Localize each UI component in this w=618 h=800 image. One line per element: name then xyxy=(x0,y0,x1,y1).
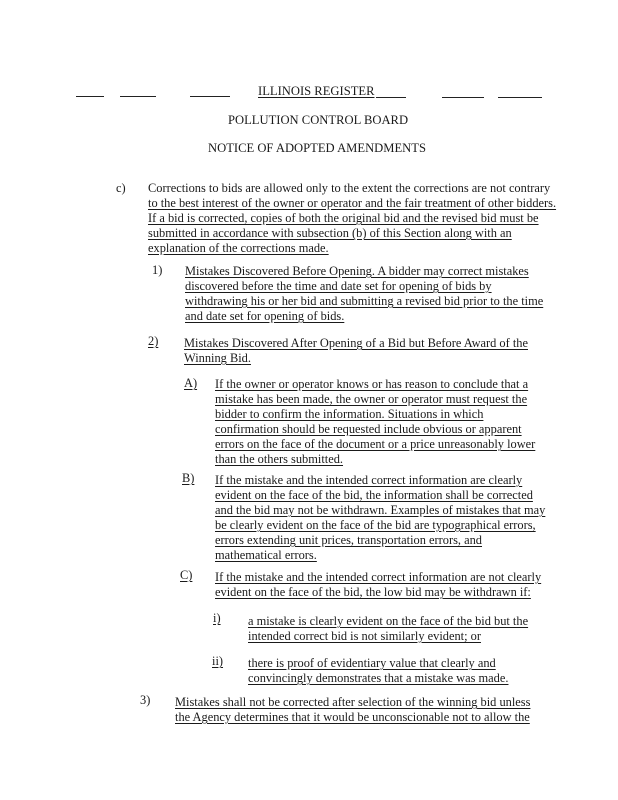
item-1-text xyxy=(185,264,543,324)
item-a-line: mistake has been made, the owner or operator must request the xyxy=(215,392,528,406)
header-rule-6 xyxy=(498,97,542,98)
item-b-label: B) xyxy=(182,471,195,485)
item-3-label: 3) xyxy=(140,693,151,707)
item-3-text xyxy=(175,695,530,725)
item-1-line: discovered before the time and date set for opening of bids by xyxy=(185,279,492,293)
item-ii-line: convincingly demonstrates that a mistake was made. xyxy=(248,671,509,685)
item-1-line: withdrawing his or her bid and submitting a revised bid prior to the time xyxy=(185,294,544,308)
item-a-line: bidder to confirm the information. Situations in which xyxy=(215,407,484,421)
item-a-line: than the others submitted. xyxy=(215,452,344,466)
header-rule-5 xyxy=(442,97,484,98)
item-a-text xyxy=(215,377,535,467)
item-a-label: A) xyxy=(184,376,198,390)
item-1-line: Mistakes Discovered Before Opening. A bidder may correct mistakes xyxy=(185,264,529,278)
item-b-line: errors extending unit prices, transportation errors, and xyxy=(215,533,483,547)
item-c-text xyxy=(215,570,541,600)
item-1-label: 1) xyxy=(152,263,163,277)
item-i-line: a mistake is clearly evident on the face of the bid but the xyxy=(248,614,529,628)
section-c-text xyxy=(148,181,556,256)
item-b-line: be clearly evident on the face of the bid are typographical errors, xyxy=(215,518,536,532)
section-c-line: submitted in accordance with subsection (b) of this Section along with an xyxy=(148,226,512,240)
header-rule-2 xyxy=(120,96,156,97)
section-c-line: If a bid is corrected, copies of both the original bid and the revised bid must be xyxy=(148,211,539,225)
notice-title: NOTICE OF ADOPTED AMENDMENTS xyxy=(208,141,426,155)
board-title: POLLUTION CONTROL BOARD xyxy=(228,113,409,127)
item-b-line: If the mistake and the intended correct information are clearly xyxy=(215,473,523,487)
item-b-line: and the bid may not be withdrawn. Examples of mistakes that may xyxy=(215,503,546,517)
item-a-line: confirmation should be requested include obvious or apparent xyxy=(215,422,522,436)
item-2-label: 2) xyxy=(148,334,159,348)
item-3-line: Mistakes shall not be corrected after selection of the winning bid unless xyxy=(175,695,531,709)
section-c-label: c) xyxy=(116,181,126,195)
section-c-line: to the best interest of the owner or operator and the fair treatment of other bidders. xyxy=(148,196,557,210)
item-b-line: mathematical errors. xyxy=(215,548,317,562)
item-2-line: Mistakes Discovered After Opening of a Bid but Before Award of the xyxy=(184,336,528,350)
header-rule-3 xyxy=(190,96,230,97)
item-3-line: the Agency determines that it would be unconscionable not to allow the xyxy=(175,710,530,724)
item-b-line: evident on the face of the bid, the information shall be corrected xyxy=(215,488,533,502)
header-rule-4 xyxy=(376,97,406,98)
item-ii-label: ii) xyxy=(212,654,224,668)
section-c-line: Corrections to bids are allowed only to the extent the corrections are not contrary xyxy=(148,181,551,195)
item-c-line: evident on the face of the bid, the low bid may be withdrawn if: xyxy=(215,585,531,599)
item-c-line: If the mistake and the intended correct information are not clearly xyxy=(215,570,542,584)
item-2-line: Winning Bid. xyxy=(184,351,251,365)
item-2-text xyxy=(184,336,528,366)
item-ii-text xyxy=(248,656,508,686)
item-a-line: If the owner or operator knows or has reason to conclude that a xyxy=(215,377,529,391)
register-title: ILLINOIS REGISTER xyxy=(258,84,375,98)
item-i-label: i) xyxy=(213,611,221,625)
item-i-line: intended correct bid is not similarly evident; or xyxy=(248,629,481,643)
section-c-line: explanation of the corrections made. xyxy=(148,241,329,255)
item-a-line: errors on the face of the document or a price unreasonably lower xyxy=(215,437,536,451)
item-1-line: and date set for opening of bids. xyxy=(185,309,345,323)
item-ii-line: there is proof of evidentiary value that clearly and xyxy=(248,656,496,670)
header-rule-1 xyxy=(76,96,104,97)
item-b-text xyxy=(215,473,545,563)
item-i-text xyxy=(248,614,528,644)
item-c-label: C) xyxy=(180,568,193,582)
